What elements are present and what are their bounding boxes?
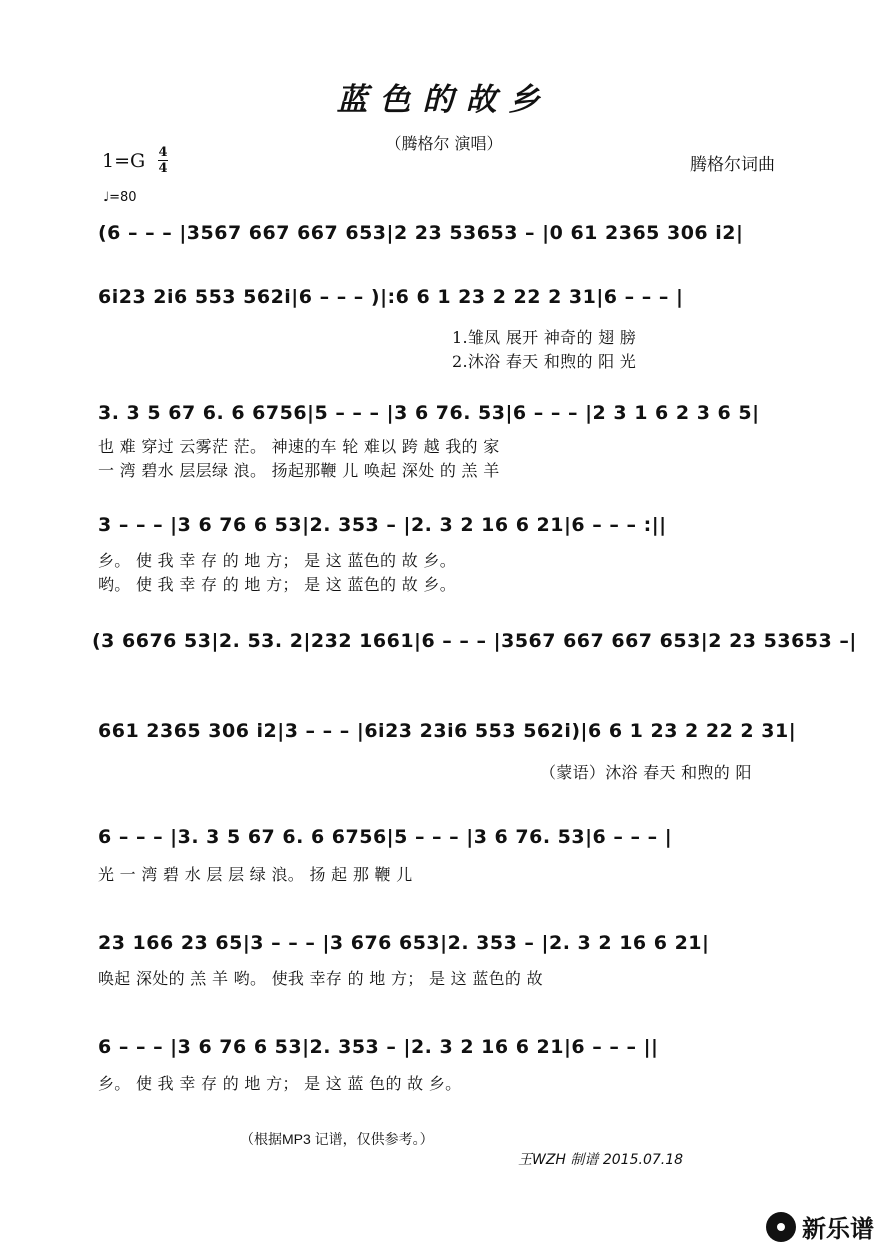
notation-row-9: 6 – – – |3 6 76 6 53|2. 353 – |2. 3 2 16 6 21|6 – – – || (98, 1036, 659, 1058)
time-signature (158, 146, 168, 175)
transcription-note: （根据MP3 记谱，仅供参考。） (240, 1131, 434, 1147)
transcriber-credit: 王WZH 制谱 2015.07.18 (518, 1152, 684, 1168)
notation-row-3: 3. 3 5 67 6. 6 6756|5 – – – |3 6 76. 53|6 – – – |2 3 1 6 2 3 6 5| (98, 402, 760, 424)
lyric-row-7: 光 一 湾 碧 水 层 层 绿 浪。 扬 起 那 鞭 儿 (98, 865, 413, 884)
time-signature-bottom: 4 (158, 161, 168, 176)
lyric-row-6: （蒙语）沐浴 春天 和煦的 阳 (540, 763, 752, 782)
notation-row-5: (3 6676 53|2. 53. 2|232 1661|6 – – – |3567 667 667 653|2 23 53653 –| (92, 630, 857, 652)
notation-row-7: 6 – – – |3. 3 5 67 6. 6 6756|5 – – – |3 6 76. 53|6 – – – | (98, 826, 673, 848)
lyric-row-4-verse-1: 乡。 使 我 幸 存 的 地 方； 是 这 蓝色的 故 乡。 (98, 551, 457, 570)
lyric-row-3-verse-2: 一 湾 碧水 层层绿 浪。 扬起那鞭 儿 唤起 深处 的 羔 羊 (98, 461, 500, 480)
vinyl-disc-icon (766, 1212, 796, 1242)
notation-row-8: 23 166 23 65|3 – – – |3 676 653|2. 353 – |2. 3 2 16 6 21| (98, 932, 710, 954)
notation-row-6: 661 2365 306 i2|3 – – – |6i23 23i6 553 562i)|6 6 1 23 2 22 2 31| (98, 720, 797, 742)
time-signature-top: 4 (158, 145, 168, 160)
tempo-marking: ♩=80 (103, 190, 137, 205)
site-logo-text: 新乐谱 (802, 1215, 874, 1243)
notation-row-2: 6i23 2i6 553 562i|6 – – – )|:6 6 1 23 2 22 2 31|6 – – – | (98, 286, 684, 308)
site-logo (766, 1209, 874, 1244)
lyric-row-8: 唤起 深处的 羔 羊 哟。 使我 幸存 的 地 方； 是 这 蓝色的 故 (98, 969, 543, 988)
key-signature: 1=G (102, 150, 146, 172)
performer-subtitle: （腾格尔 演唱） (385, 134, 503, 153)
lyric-row-2-verse-1: 1.雏凤 展开 神奇的 翅 膀 (452, 328, 637, 347)
lyric-row-4-verse-2: 哟。 使 我 幸 存 的 地 方； 是 这 蓝色的 故 乡。 (98, 575, 457, 594)
lyric-row-2-verse-2: 2.沐浴 春天 和煦的 阳 光 (452, 352, 637, 371)
lyric-row-9: 乡。 使 我 幸 存 的 地 方； 是 这 蓝 色的 故 乡。 (98, 1074, 462, 1093)
notation-row-4: 3 – – – |3 6 76 6 53|2. 353 – |2. 3 2 16 6 21|6 – – – :|| (98, 514, 667, 536)
lyric-row-3-verse-1: 也 难 穿过 云雾茫 茫。 神速的车 轮 难以 跨 越 我的 家 (98, 437, 500, 456)
song-title: 蓝色的故乡 (336, 82, 552, 118)
notation-row-1: (6 – – – |3567 667 667 653|2 23 53653 – |0 61 2365 306 i2| (98, 222, 744, 244)
composer-credit: 腾格尔词曲 (690, 155, 775, 175)
